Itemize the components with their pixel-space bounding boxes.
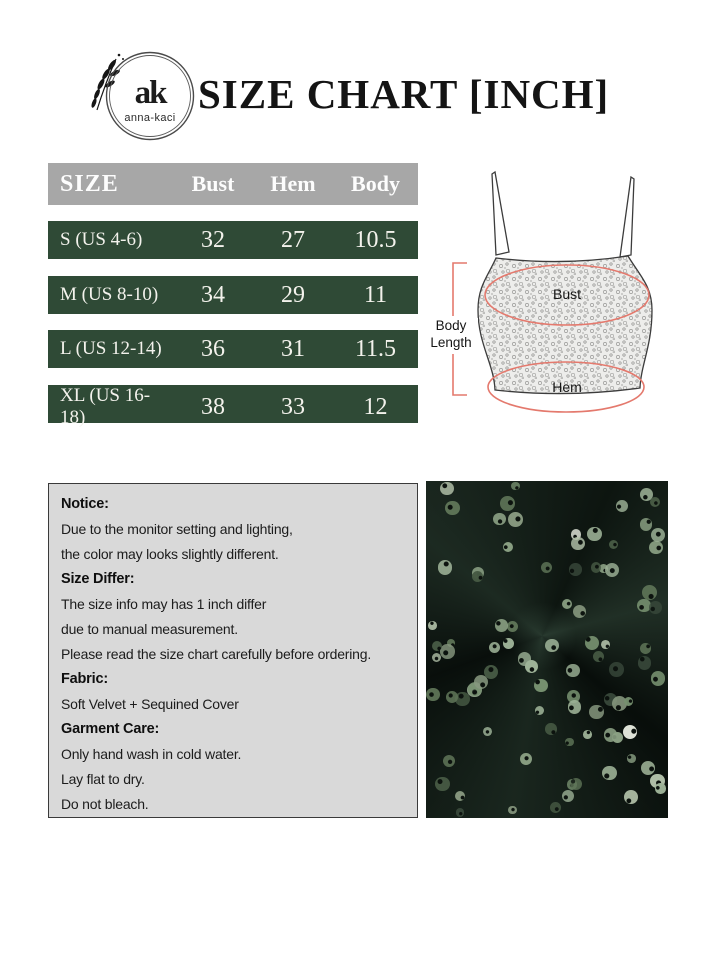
body-length-label-line1: Body [435, 318, 467, 333]
sequin-dot [640, 518, 652, 530]
sequin-dot [569, 563, 581, 575]
hem-label: Hem [552, 379, 582, 395]
sequin-dot [589, 705, 603, 719]
sequin-dot [534, 679, 548, 693]
sequin-dot [609, 540, 619, 550]
sequin-dot [518, 652, 532, 666]
sequin-dot [426, 688, 439, 701]
sequin-dot [573, 605, 586, 618]
sequin-dot [508, 806, 517, 815]
sequin-dot [446, 691, 458, 703]
sequin-dot [568, 700, 582, 714]
notice-line: Lay flat to dry. [61, 771, 145, 787]
table-row [48, 276, 418, 314]
sequin-dot [550, 802, 561, 813]
sequin-dot [601, 640, 610, 649]
sequin-dot [535, 706, 544, 715]
garment-diagram [420, 158, 670, 430]
size-cell: XL (US 16-18) [60, 385, 151, 428]
sequin-dot [566, 664, 579, 677]
brand-monogram: ak [134, 75, 166, 111]
sequin-dot [651, 528, 665, 542]
sequin-dot [651, 671, 665, 685]
column-header-size: SIZE [60, 170, 119, 197]
bust-cell: 32 [201, 226, 225, 253]
sequin-dot [507, 621, 518, 632]
bust-cell: 34 [201, 281, 225, 308]
sequin-dot [508, 512, 523, 527]
sequin-dot [640, 643, 651, 654]
sequin-dot [591, 562, 602, 573]
body-cell: 11 [363, 281, 388, 308]
hem-cell: 27 [281, 226, 305, 253]
sequin-dot [520, 753, 532, 765]
size-cell: L (US 12-14) [60, 338, 162, 359]
sequin-dot [562, 790, 574, 802]
hem-cell: 33 [281, 393, 305, 420]
sequin-dot [623, 725, 638, 740]
sequin-dot [604, 728, 618, 742]
sequin-dot [511, 482, 520, 491]
notice-line: the color may looks slightly different. [61, 546, 279, 562]
hem-cell: 31 [281, 335, 305, 362]
body-length-label-line2: Length [430, 335, 472, 350]
sequin-dot [624, 697, 633, 706]
sequin-dot [650, 497, 660, 507]
sequin-dot [638, 656, 651, 669]
sequin-dot [472, 571, 483, 582]
sequin-dot [642, 585, 657, 600]
hem-cell: 29 [281, 281, 305, 308]
garment-care-heading: Garment Care: [61, 721, 160, 737]
fabric-heading: Fabric: [61, 671, 108, 687]
sequin-dot [562, 599, 572, 609]
sequin-dot [585, 636, 599, 650]
sequin-dot [489, 642, 500, 653]
sequin-dot [483, 727, 492, 736]
notice-line: Only hand wash in cold water. [61, 746, 242, 762]
body-cell: 11.5 [354, 335, 397, 362]
notice-line: Soft Velvet + Sequined Cover [61, 696, 239, 712]
sequin-dot [616, 500, 628, 512]
sequin-dot [571, 537, 585, 551]
sequin-dot [649, 541, 662, 554]
sequin-dot [456, 808, 465, 817]
bust-label: Bust [552, 286, 582, 302]
sequin-dot [605, 563, 619, 577]
sequin-dot [443, 755, 455, 767]
column-header-bust: Bust [191, 171, 235, 196]
sequin-dot [503, 638, 514, 649]
sequin-dot [583, 730, 592, 739]
size-table-header [48, 163, 418, 205]
body-cell: 10.5 [354, 226, 397, 253]
sequin-dot [495, 619, 508, 632]
sequin-dot [649, 601, 662, 614]
sequin-dot [624, 790, 638, 804]
column-header-body: Body [351, 171, 400, 196]
fabric-swatch [426, 481, 668, 818]
sequin-dot [641, 761, 655, 775]
sequin-dot [428, 621, 437, 630]
left-strap [492, 172, 509, 255]
size-cell: M (US 8-10) [60, 284, 159, 305]
sequin-dot [435, 777, 450, 792]
bust-cell: 36 [201, 335, 225, 362]
sequin-dot [627, 754, 636, 763]
sequin-dot [545, 639, 559, 653]
notice-box [48, 483, 418, 818]
sequin-dot [438, 560, 453, 575]
column-header-hem: Hem [270, 171, 316, 196]
table-row [48, 221, 418, 259]
table-row [48, 385, 418, 428]
size-differ-heading: Size Differ: [61, 571, 135, 587]
body-cell: 12 [363, 393, 388, 420]
sequin-dot [493, 513, 505, 525]
table-row [48, 330, 418, 368]
sequin-dot [541, 562, 552, 573]
sequin-dot [500, 496, 515, 511]
brand-logo [85, 46, 205, 146]
brand-name: anna-kaci [124, 112, 176, 124]
sequin-dot [455, 791, 466, 802]
sequin-dot [503, 542, 514, 553]
notice-line: Please read the size chart carefully before ordering. [61, 646, 372, 662]
size-cell: S (US 4-6) [60, 229, 143, 250]
sequin-dot [602, 766, 617, 781]
sequin-dot [565, 738, 574, 747]
sequin-dot [445, 501, 460, 516]
sequin-dot [440, 482, 454, 496]
sequin-dot [570, 778, 582, 790]
sequin-dot [474, 675, 488, 689]
notice-heading: Notice: [61, 496, 109, 512]
notice-line: Do not bleach. [61, 796, 149, 812]
notice-line: The size info may has 1 inch differ [61, 596, 267, 612]
sequin-dot [609, 662, 624, 677]
sequin-dot [593, 651, 604, 662]
right-strap [620, 177, 634, 257]
sequin-dot [432, 653, 442, 663]
notice-line: due to manual measurement. [61, 621, 238, 637]
bust-cell: 38 [201, 393, 225, 420]
sequin-dot [655, 783, 665, 793]
sequin-dot [440, 644, 455, 659]
sequin-dot [587, 527, 601, 541]
notice-line: Due to the monitor setting and lighting, [61, 521, 293, 537]
sequin-dot [545, 723, 557, 735]
page-title: SIZE CHART [INCH] [198, 71, 610, 117]
